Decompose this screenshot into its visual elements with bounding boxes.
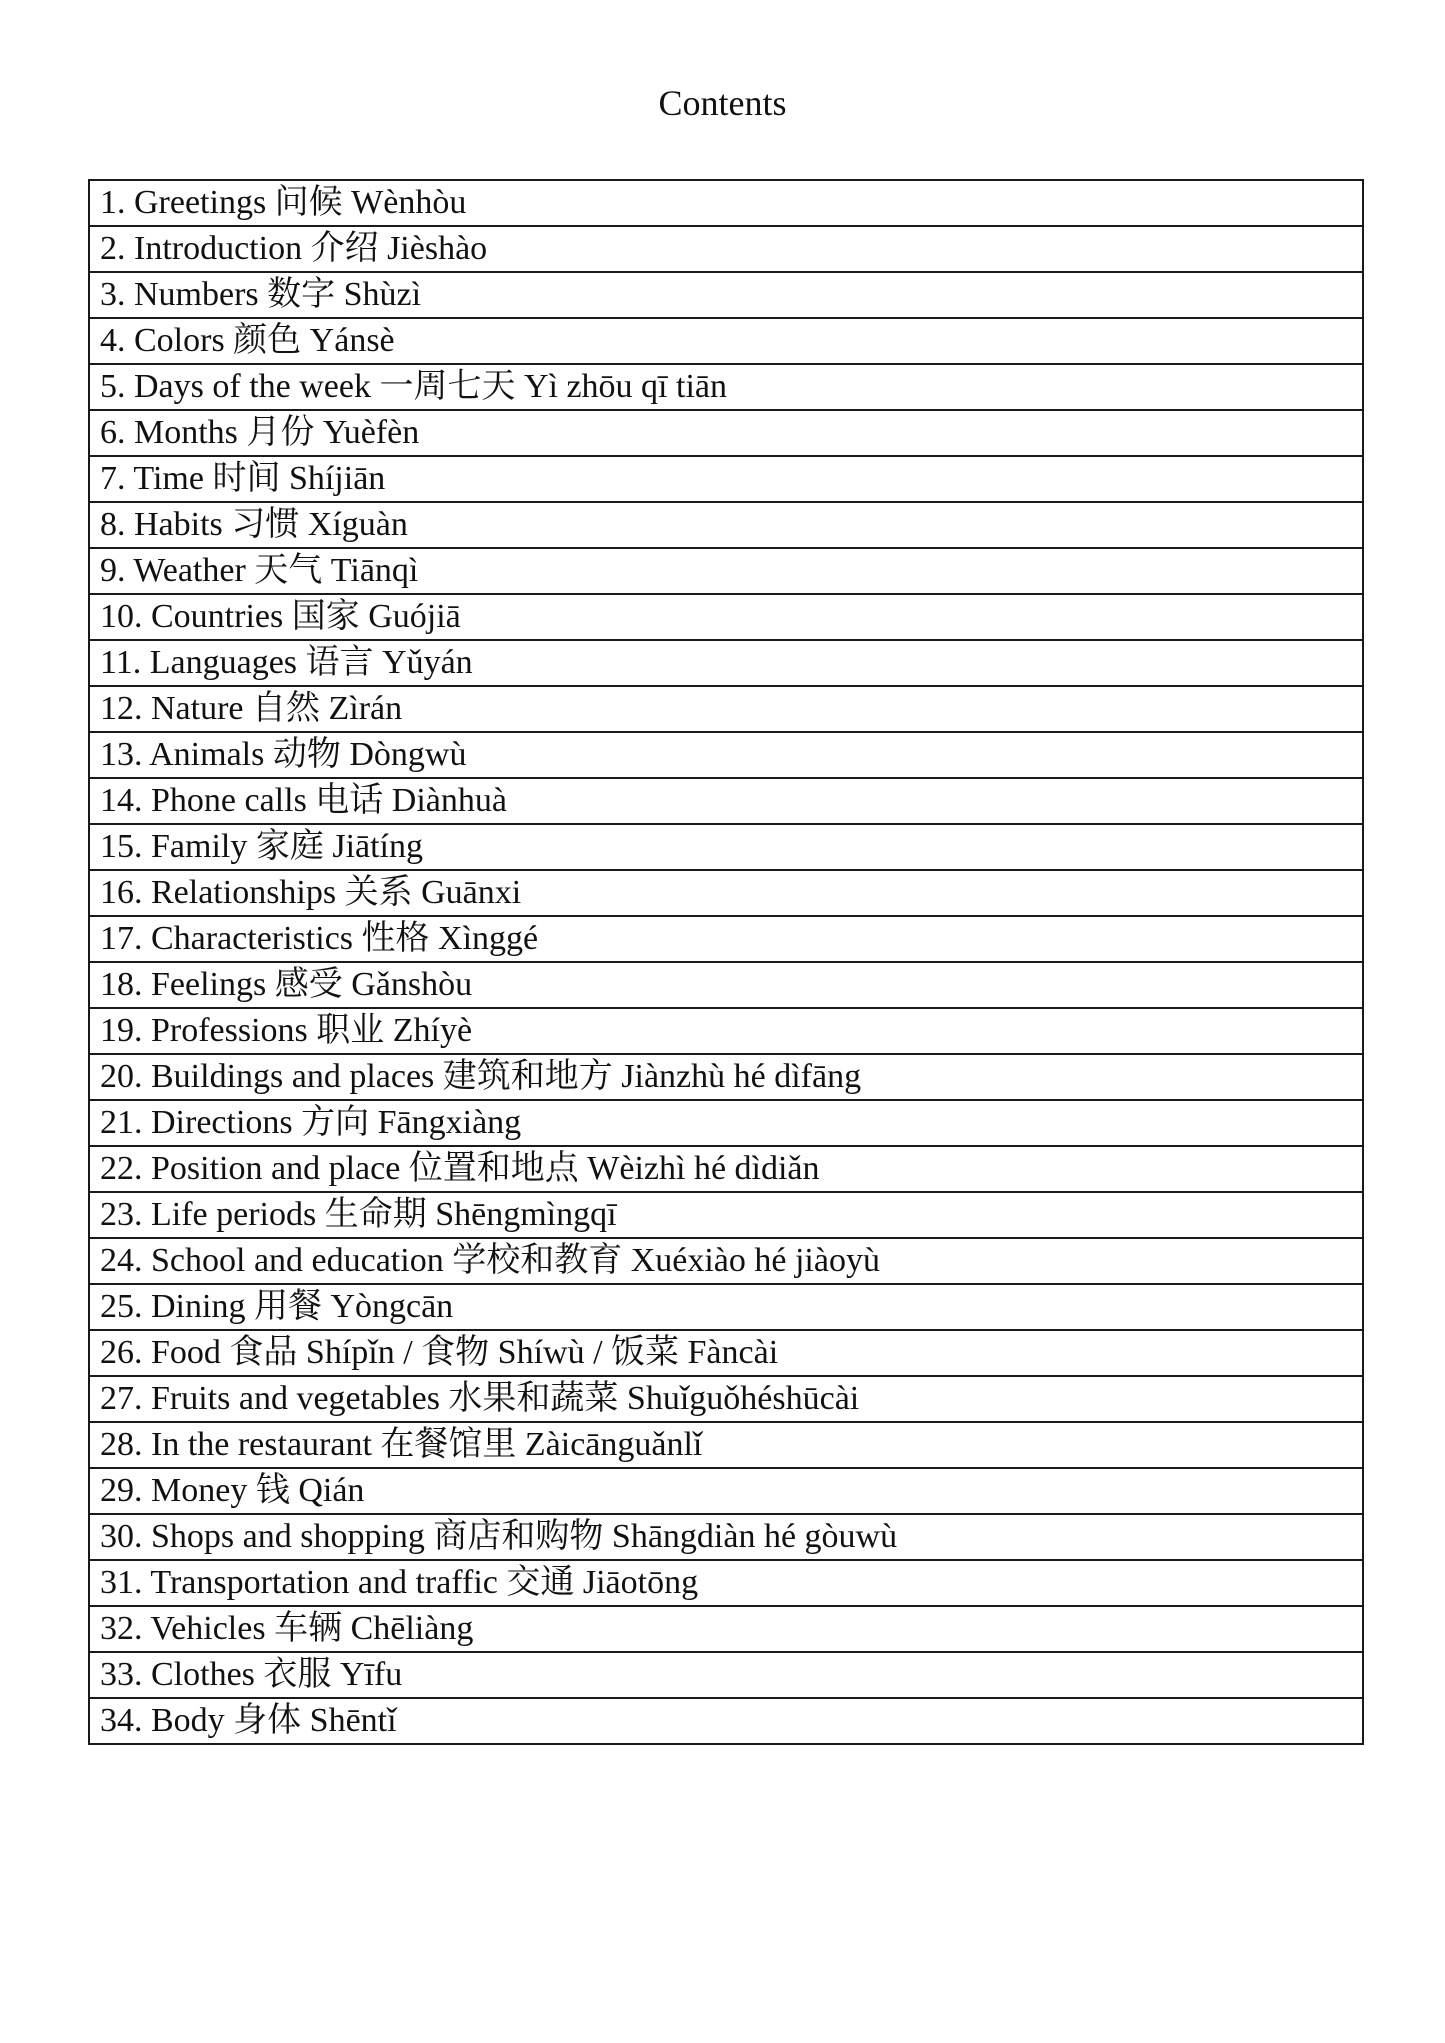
- table-row: [89, 410, 1363, 456]
- contents-entry[interactable]: 21. Directions 方向 Fāngxiàng: [89, 1100, 1363, 1146]
- contents-entry[interactable]: 1. Greetings 问候 Wènhòu: [89, 180, 1363, 226]
- table-row: [89, 502, 1363, 548]
- contents-entry[interactable]: 6. Months 月份 Yuèfèn: [89, 410, 1363, 456]
- contents-entry[interactable]: 32. Vehicles 车辆 Chēliàng: [89, 1606, 1363, 1652]
- contents-entry[interactable]: 14. Phone calls 电话 Diànhuà: [89, 778, 1363, 824]
- table-row: [89, 640, 1363, 686]
- table-row: [89, 1376, 1363, 1422]
- table-row: [89, 1054, 1363, 1100]
- contents-entry[interactable]: 22. Position and place 位置和地点 Wèizhì hé dìdiǎn: [89, 1146, 1363, 1192]
- page-title: Contents: [658, 83, 787, 123]
- contents-entry[interactable]: 27. Fruits and vegetables 水果和蔬菜 Shuǐguǒhéshūcài: [89, 1376, 1363, 1422]
- contents-entry[interactable]: 31. Transportation and traffic 交通 Jiāotōng: [89, 1560, 1363, 1606]
- table-row: [89, 1238, 1363, 1284]
- contents-entry[interactable]: 12. Nature 自然 Zìrán: [89, 686, 1363, 732]
- contents-entry[interactable]: 3. Numbers 数字 Shùzì: [89, 272, 1363, 318]
- contents-entry[interactable]: 7. Time 时间 Shíjiān: [89, 456, 1363, 502]
- table-row: [89, 226, 1363, 272]
- contents-entry[interactable]: 17. Characteristics 性格 Xìnggé: [89, 916, 1363, 962]
- contents-entry[interactable]: 13. Animals 动物 Dòngwù: [89, 732, 1363, 778]
- contents-entry[interactable]: 9. Weather 天气 Tiānqì: [89, 548, 1363, 594]
- table-row: [89, 1100, 1363, 1146]
- table-row: [89, 1330, 1363, 1376]
- contents-entry[interactable]: 30. Shops and shopping 商店和购物 Shāngdiàn hé gòuwù: [89, 1514, 1363, 1560]
- table-row: [89, 870, 1363, 916]
- table-row: [89, 1652, 1363, 1698]
- contents-entry[interactable]: 33. Clothes 衣服 Yīfu: [89, 1652, 1363, 1698]
- contents-entry[interactable]: 4. Colors 颜色 Yánsè: [89, 318, 1363, 364]
- table-row: [89, 1192, 1363, 1238]
- table-row: [89, 1146, 1363, 1192]
- table-row: [89, 1560, 1363, 1606]
- contents-entry[interactable]: 26. Food 食品 Shípǐn / 食物 Shíwù / 饭菜 Fàncài: [89, 1330, 1363, 1376]
- table-row: [89, 180, 1363, 226]
- contents-entry[interactable]: 24. School and education 学校和教育 Xuéxiào hé jiàoyù: [89, 1238, 1363, 1284]
- table-row: [89, 1606, 1363, 1652]
- contents-entry[interactable]: 5. Days of the week 一周七天 Yì zhōu qī tiān: [89, 364, 1363, 410]
- table-row: [89, 778, 1363, 824]
- contents-entry[interactable]: 34. Body 身体 Shēntǐ: [89, 1698, 1363, 1744]
- contents-entry[interactable]: 15. Family 家庭 Jiātíng: [89, 824, 1363, 870]
- table-row: [89, 1698, 1363, 1744]
- table-row: [89, 1514, 1363, 1560]
- contents-table-body: [89, 180, 1363, 1744]
- table-row: [89, 916, 1363, 962]
- table-row: [89, 962, 1363, 1008]
- contents-entry[interactable]: 16. Relationships 关系 Guānxi: [89, 870, 1363, 916]
- table-row: [89, 1468, 1363, 1514]
- table-row: [89, 824, 1363, 870]
- table-row: [89, 594, 1363, 640]
- contents-entry[interactable]: 10. Countries 国家 Guójiā: [89, 594, 1363, 640]
- contents-entry[interactable]: 23. Life periods 生命期 Shēngmìngqī: [89, 1192, 1363, 1238]
- table-row: [89, 1422, 1363, 1468]
- contents-entry[interactable]: 25. Dining 用餐 Yòngcān: [89, 1284, 1363, 1330]
- contents-entry[interactable]: 28. In the restaurant 在餐馆里 Zàicānguǎnlǐ: [89, 1422, 1363, 1468]
- contents-table: [88, 179, 1364, 1745]
- table-row: [89, 548, 1363, 594]
- table-row: [89, 732, 1363, 778]
- table-row: [89, 364, 1363, 410]
- contents-entry[interactable]: 19. Professions 职业 Zhíyè: [89, 1008, 1363, 1054]
- contents-entry[interactable]: 29. Money 钱 Qián: [89, 1468, 1363, 1514]
- contents-entry[interactable]: 11. Languages 语言 Yǔyán: [89, 640, 1363, 686]
- table-row: [89, 272, 1363, 318]
- contents-entry[interactable]: 2. Introduction 介绍 Jièshào: [89, 226, 1363, 272]
- table-row: [89, 318, 1363, 364]
- table-row: [89, 1008, 1363, 1054]
- contents-entry[interactable]: 20. Buildings and places 建筑和地方 Jiànzhù hé dìfāng: [89, 1054, 1363, 1100]
- table-row: [89, 686, 1363, 732]
- contents-entry[interactable]: 18. Feelings 感受 Gǎnshòu: [89, 962, 1363, 1008]
- contents-entry[interactable]: 8. Habits 习惯 Xíguàn: [89, 502, 1363, 548]
- table-row: [89, 1284, 1363, 1330]
- table-row: [89, 456, 1363, 502]
